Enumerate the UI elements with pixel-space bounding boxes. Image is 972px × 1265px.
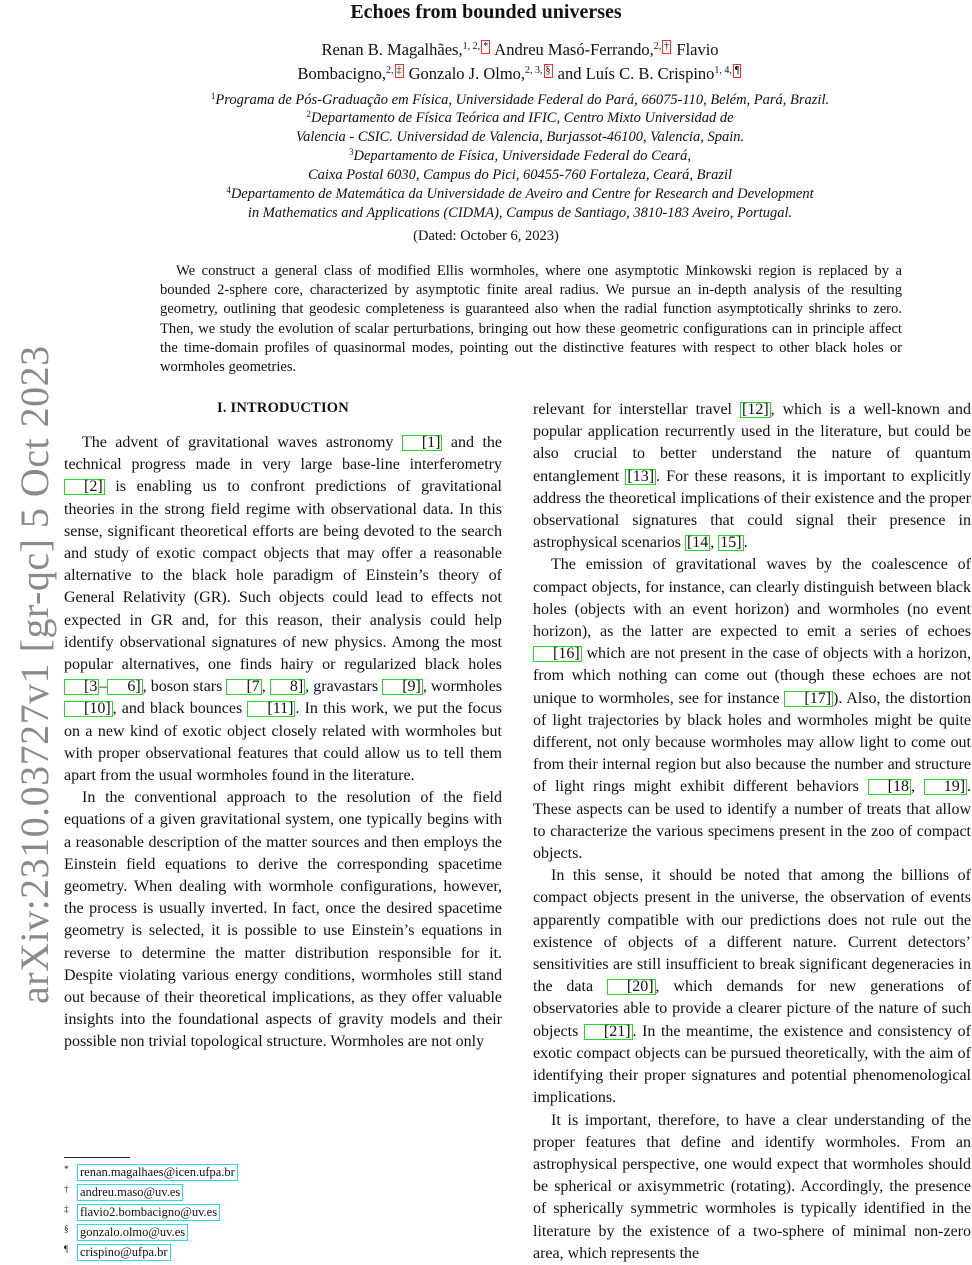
footnote <box>64 1202 238 1222</box>
right-column <box>533 399 971 1265</box>
affiliation-text: Departamento de Física Teórica and IFIC, Centro Mixto Universidad de <box>310 110 734 126</box>
paragraph: The emission of gravitational waves by the coalescence of compact objects, for instance, can clearly distinguish between black holes (objects with an event horizon) and wormholes (no event horizon), as the latter are expected to emit a series of echoes [16] which are not present in the case of objects with a horizon, from which nothing can come out (though these echoes are not unique to wormholes, see for instance [17] ). Also, the distortion of light trajectories by black holes and wormholes might be quite different, not only because wormholes may allow light to come out from their internal region but also because the number and structure of light rings might exhibit different behaviors [18 , 19] . These aspects can be used to identify a number of treats that allow to characterize the various specimens present in the zoo of compact objects. <box>533 556 972 863</box>
author-name: Flavio <box>676 40 719 59</box>
text: The emission of gravitational waves by the coalescence of compact objects, for instance, can clearly distinguish between black holes (objects with an event horizon) and wormholes (no event horizon), as the latter are expected to emit a series of echoes <box>533 556 971 641</box>
footnote-link[interactable]: ¶ <box>734 65 740 76</box>
arxiv-identifier-stamp: arXiv:2310.03727v1 [gr-qc] 5 Oct 2023 <box>12 345 57 1004</box>
citation-link[interactable]: [10] <box>64 701 113 717</box>
affiliation-text: Valencia - CSIC. Universidad de Valencia, Burjassot-46100, Valencia, Spain. <box>295 129 745 145</box>
footnote-symbol: ¶ <box>64 1244 69 1254</box>
citation-link[interactable]: 6] <box>107 679 142 695</box>
citation-link[interactable]: [2] <box>64 479 105 495</box>
author-affiliation-ref: 1, 2, <box>462 41 481 52</box>
affiliation-text: Departamento de Física, Universidade Federal do Ceará, <box>353 148 691 164</box>
footnote <box>64 1222 238 1242</box>
text: , gravastars <box>305 678 383 696</box>
email-link[interactable]: crispino@ufpa.br <box>77 1244 171 1261</box>
paragraph: It is important, therefore, to have a clear understanding of the proper features that define and identify wormholes. From an astrophysical perspective, one would expect that wormholes should be spherical or axisymmetric (rotating). Accordingly, the presence of spherically symmetric wormholes is typically identified in the literature by the existence of a two-sphere of minimal non-zero area, which represents the <box>533 1111 971 1262</box>
author-name: Gonzalo J. Olmo, <box>408 64 526 83</box>
footnote <box>64 1242 238 1262</box>
author-affiliation-ref: 2, 3, <box>525 65 543 76</box>
text: is enabling us to confront predictions of gravitational theories in the strong field regime with observational data. In this sense, significant theoretical efforts are being devoted to the search and study of exotic compact objects that may offer a reasonable alternative to the black hole paradigm of Einstein’s theory of General Relativity (GR). Such objects could lead to effects not expected in GR and, for this reason, their analysis could help identify observational signatures of new physics. Among the most popular alternatives, one finds hairy or regularized black holes <box>64 478 502 674</box>
citation-link[interactable]: [17] <box>784 691 833 707</box>
paragraph: The advent of gravitational waves astronomy [1] and the technical progress made in very large base-line interferometry [2] is enabling us to confront predictions of gravitational theories in the strong field regime with observational data. In this sense, significant theoretical efforts are being devoted to the search and study of exotic compact objects that may offer a reasonable alternative to the black hole paradigm of Einstein’s theory of General Relativity (GR). Such objects could lead to effects not expected in GR and, for this reason, their analysis could help identify observational signatures of new physics. Among the most popular alternatives, one finds hairy or regularized black holes [3 – 6] , boson stars [7 , 8] , gravastars [9] , wormholes [10] , and black bounces [11] . In this work, we put the focus on a new kind of exotic object closely related with wormholes but with proper observational features that could allow us to tell them apart from the usual wormholes found in the literature. <box>64 434 503 785</box>
text: , wormholes <box>422 678 503 696</box>
footnotes <box>64 1162 238 1262</box>
citation-link[interactable]: [11] <box>247 701 295 717</box>
text: ). Also, the distortion of light trajectories by black holes and wormholes might be quite different, not only because wormholes may allow light to come out from their internal region but also because the number and structure of light rings might exhibit different behaviors <box>533 689 971 796</box>
paper-title: Echoes from bounded universes <box>350 1 622 23</box>
text: . For these reasons, it is important to explicitly address the theoretical implications of their existence and the proper observational signatures that could signal their presence in astrophysical scenarios <box>533 467 972 552</box>
text: and the technical progress made in very large base-line interferometry <box>64 434 502 474</box>
affiliation-number: 2 <box>306 109 311 119</box>
affiliation-text: in Mathematics and Applications (CIDMA), Campus de Santiago, 3810-183 Aveiro, Portugal. <box>247 205 793 221</box>
footnote-symbol: * <box>64 1164 69 1174</box>
citation-link[interactable]: [16] <box>533 646 582 662</box>
affiliation-number: 1 <box>210 91 216 101</box>
text: . <box>743 534 748 552</box>
text: , and black bounces <box>112 700 248 718</box>
text: relevant for interstellar travel <box>533 401 740 418</box>
text: which are not present in the case of objects with a horizon, from which nothing can come out (though these echoes are not unique to wormholes, see for instance <box>533 645 971 707</box>
author-conjunction: and <box>557 64 582 83</box>
citation-link[interactable]: [9] <box>382 679 423 695</box>
citation-link[interactable]: 8] <box>270 679 305 695</box>
citation-link[interactable]: [20] <box>607 979 656 995</box>
affiliation-number: 4 <box>226 185 231 195</box>
citation-link[interactable]: 15] <box>720 534 742 552</box>
affiliation-2 <box>150 109 890 147</box>
date-line: (Dated: October 6, 2023) <box>413 228 559 244</box>
author-affiliation-ref: 2, <box>653 41 662 52</box>
citation-link[interactable]: [21] <box>584 1024 633 1040</box>
author-affiliation-ref: 2, <box>386 65 394 76</box>
section-heading: I. INTRODUCTION <box>217 400 349 416</box>
footnote-divider <box>64 1157 130 1158</box>
text: , which demands for new generations of observatories able to provide a clearer picture of the nature of such objects <box>533 978 971 1040</box>
text: , boson stars <box>142 678 227 696</box>
footnote-symbol: ‡ <box>64 1204 69 1214</box>
paragraph: relevant for interstellar travel [12] , which is a well-known and popular application recurrently used in the literature, but could be also crucial to better understand the nature of quantum entanglement [13] . For these reasons, it is important to explicitly address the theoretical implications of their existence and the proper observational signatures that could signal their presence in astrophysical scenarios [14 , 15] . <box>533 401 972 552</box>
citation-link[interactable]: [1] <box>402 435 443 451</box>
author-name: Andreu Masó-Ferrando, <box>494 40 654 59</box>
text: . In the meantime, the existence and consistency of exotic compact objects can be pursued theoretically, with the aim of identifying their proper signatures and potential phenomenological implications. <box>533 1022 972 1107</box>
affiliation-3 <box>150 147 890 185</box>
affiliation-4 <box>150 185 890 223</box>
email-link[interactable]: gonzalo.olmo@uv.es <box>77 1224 188 1241</box>
email-link[interactable]: renan.magalhaes@icen.ufpa.br <box>77 1164 238 1181</box>
citation-link[interactable]: [12] <box>741 401 769 418</box>
affiliation-1 <box>150 91 890 110</box>
footnote-link[interactable]: § <box>545 65 551 76</box>
citation-link[interactable]: 19] <box>924 779 967 795</box>
footnote-symbol: † <box>64 1184 69 1194</box>
citation-link[interactable]: [14 <box>686 534 709 552</box>
author-affiliation-ref: 1, 4, <box>714 65 732 76</box>
paragraph <box>533 865 971 1109</box>
paragraph: In the conventional approach to the resolution of the field equations of a given gravitational system, one typically begins with a reasonable description of the matter sources and then employs the Einstein field equations to derive the corresponding spacetime geometry. When dealing with wormhole configurations, however, the process is usually inverted. In fact, once the desired spacetime geometry is selected, it is possible to use Einstein’s equations in reverse to determine the matter distribution responsible for it. Despite violating various energy conditions, wormholes still stand out because of their theoretical implications, as they offer valuable insights into the foundational aspects of gravity models and their possible non trivial topological structure. Wormholes are not only <box>64 789 502 1051</box>
affiliation-text: Programa de Pós-Graduação em Física, Universidade Federal do Pará, 66075-110, Belém, Pará, Brazil. <box>215 92 830 108</box>
citation-link[interactable]: [7 <box>226 679 261 695</box>
email-link[interactable]: andreu.maso@uv.es <box>77 1184 183 1201</box>
author-name: Luís C. B. Crispino <box>585 64 715 83</box>
citation-link[interactable]: [13] <box>627 467 655 485</box>
citation-link[interactable]: [3 <box>64 679 99 695</box>
email-link[interactable]: flavio2.bombacigno@uv.es <box>77 1204 220 1221</box>
affiliation-text: Caixa Postal 6030, Campus do Pici, 60455-760 Fortaleza, Ceará, Brazil <box>307 167 733 183</box>
text: . These aspects can be used to identify a number of treats that allow to characterize the various specimens present in the zoo of compact objects. <box>533 778 972 863</box>
author-name: Bombacigno, <box>297 64 386 83</box>
footnote-symbol: § <box>64 1224 69 1234</box>
abstract: We construct a general class of modified Ellis wormholes, where one asymptotic Minkowski region is replaced by a bounded 2-sphere core, characterized by asymptotic finite areal radius. We pursue an in-depth analysis of the resulting geometry, outlining that geodesic completeness is guaranteed also when the radial function asymptotically shrinks to zero. Then, we study the evolution of scalar perturbations, bringing out how these geometric configurations can in principle affect the time-domain profiles of quasinormal modes, pointing out the distinctive features with respect to other black holes or wormholes geometries. <box>160 263 902 376</box>
footnote <box>64 1162 238 1182</box>
author-name: Renan B. Magalhães, <box>321 40 463 59</box>
affiliation-text: Departamento de Matemática da Universidade de Aveiro and Centre for Research and Development <box>230 186 814 202</box>
footnote-link[interactable]: * <box>483 41 489 52</box>
footnote-link[interactable]: † <box>664 41 670 52</box>
text: , which is a well-known and popular application recurrently used in the literature, but could be also crucial to better understand the nature of quantum entanglement <box>533 401 972 485</box>
citation-link[interactable]: [18 <box>868 779 911 795</box>
text: In this sense, it should be noted that among the billions of compact objects present in the universe, the observation of events apparently compatible with our predictions does not rule out the existence of objects of a different nature. Current detectors’ sensitivities are still insufficient to break significant degeneracies in the data <box>533 867 971 996</box>
affiliation-number: 3 <box>349 147 354 157</box>
author-list <box>200 38 840 86</box>
left-column <box>64 432 502 1054</box>
footnote-link[interactable]: ‡ <box>396 65 402 76</box>
footnote <box>64 1182 238 1202</box>
text: . In this work, we put the focus on a new kind of exotic object closely related with wormholes but with proper observational features that could allow us to tell them apart from the usual wormholes found in the literature. <box>64 700 502 785</box>
text: The advent of gravitational waves astronomy <box>82 434 402 451</box>
